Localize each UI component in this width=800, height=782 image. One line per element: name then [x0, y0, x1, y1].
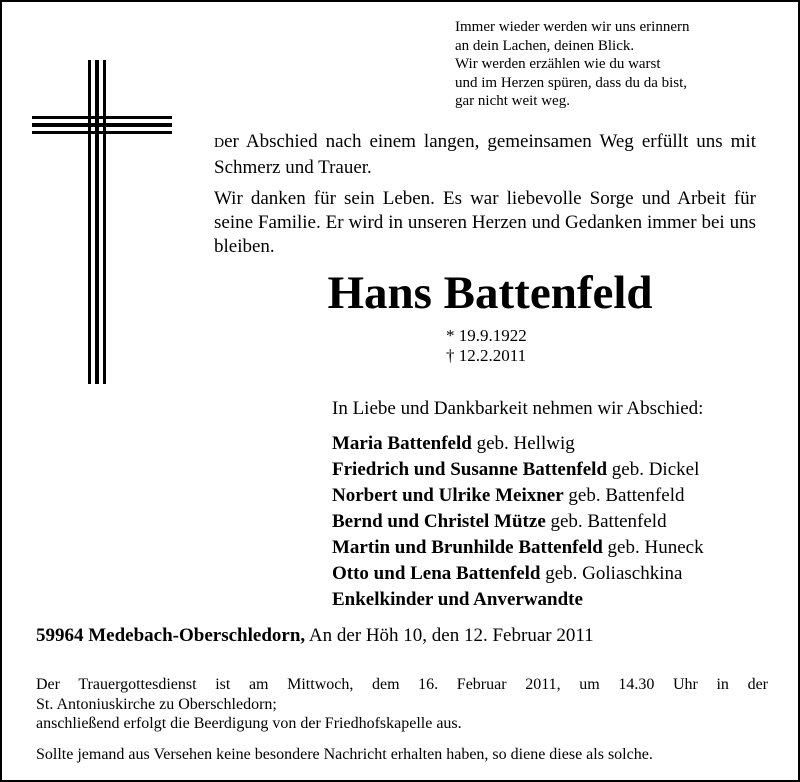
intro-paragraph: Wir danken für sein Leben. Es war liebevolle Sorge und Arbeit für seine Familie. Er wird in unseren Herzen und Gedanken immer bei uns bleiben.	[214, 188, 756, 257]
mourner-note: geb. Battenfeld	[563, 485, 685, 506]
mourner-entry	[332, 509, 704, 535]
cross-icon	[32, 60, 172, 384]
mourner-note: geb. Battenfeld	[545, 511, 667, 532]
mourner-note: geb. Huneck	[602, 537, 704, 558]
address-place: 59964 Medebach-Oberschledorn,	[36, 625, 306, 646]
address-line	[36, 624, 594, 648]
closing-note: Sollte jemand aus Versehen keine besondere Nachricht erhalten haben, so diene diese als solche.	[36, 746, 653, 763]
mourner-entry	[332, 457, 704, 483]
poem-line: gar nicht weit weg.	[455, 93, 570, 109]
service-line: St. Antoniuskirche zu Oberschledorn;	[36, 695, 277, 713]
death-date: † 12.2.2011	[446, 346, 527, 365]
poem-line: an dein Lachen, deinen Blick.	[455, 37, 635, 54]
poem-line: Wir werden erzählen wie du warst	[455, 56, 661, 72]
mourner-note: geb. Dickel	[607, 459, 700, 480]
poem	[455, 18, 785, 111]
service-line: Der Trauergottesdienst ist am Mittwoch, dem 16. Februar 2011, um 14.30 Uhr in der	[36, 676, 768, 693]
mourner-name: Norbert und Ulrike Meixner	[332, 485, 564, 506]
mourner-name: Otto und Lena Battenfeld	[332, 563, 541, 584]
life-dates	[446, 326, 527, 366]
mourner-entry	[332, 483, 704, 509]
mourner-name: Enkelkinder und Anverwandte	[332, 589, 583, 610]
mourner-name: Bernd und Christel Mütze	[332, 511, 546, 532]
birth-date: * 19.9.1922	[446, 326, 527, 345]
deceased-name: Hans Battenfeld	[327, 267, 653, 319]
mourner-name: Maria Battenfeld	[332, 433, 472, 454]
mourner-entry	[332, 587, 704, 613]
mourner-entry	[332, 431, 704, 457]
service-info	[36, 675, 768, 734]
farewell-line: In Liebe und Dankbarkeit nehmen wir Abschied:	[332, 398, 704, 419]
mourner-entry	[332, 561, 704, 587]
mourner-entry	[332, 535, 704, 561]
intro-paragraph: Der Abschied nach einem langen, gemeinsamen Weg erfüllt uns mit Schmerz und Trauer.	[214, 131, 756, 178]
mourner-note: geb. Hellwig	[471, 433, 575, 454]
address-details: An der Höh 10, den 12. Februar 2011	[305, 625, 594, 646]
intro-text	[214, 130, 756, 266]
mourner-note: geb. Goliaschkina	[540, 563, 683, 584]
mourners-list	[332, 431, 704, 613]
mourner-name: Martin und Brunhilde Battenfeld	[332, 537, 603, 558]
poem-line: Immer wieder werden wir uns erinnern	[455, 19, 690, 35]
poem-line: und im Herzen spüren, dass du da bist,	[455, 74, 688, 91]
service-line: anschließend erfolgt die Beerdigung von der Friedhofskapelle aus.	[36, 715, 462, 732]
mourner-name: Friedrich und Susanne Battenfeld	[332, 459, 608, 480]
